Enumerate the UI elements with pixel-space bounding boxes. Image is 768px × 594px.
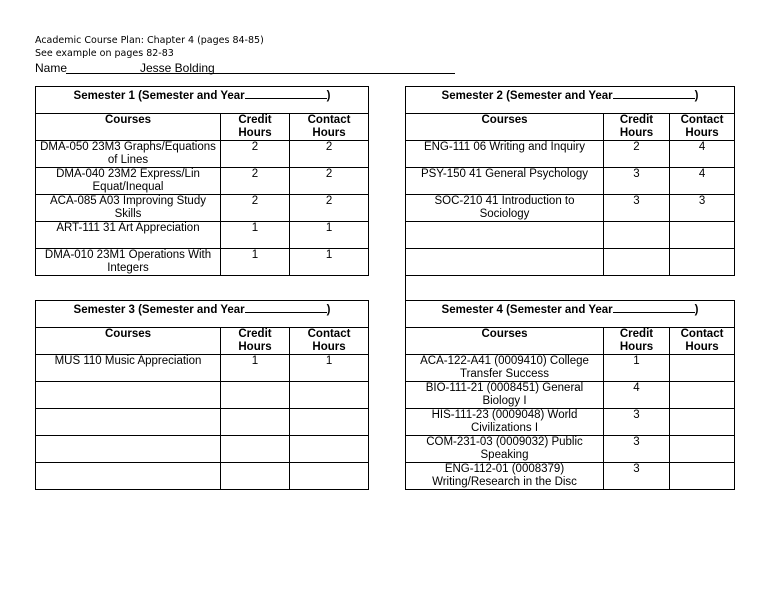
course-cell: SOC-210 41 Introduction to Sociology xyxy=(406,195,604,222)
courses-header: Courses xyxy=(36,114,221,141)
course-cell xyxy=(406,222,604,249)
name-underline xyxy=(66,73,455,74)
contact-cell xyxy=(290,409,369,436)
name-field xyxy=(35,61,455,75)
contact-cell xyxy=(670,249,735,276)
table-row xyxy=(406,355,735,382)
plan-title: Academic Course Plan: Chapter 4 (pages 84-85) xyxy=(35,35,264,46)
credit-cell: 3 xyxy=(604,436,670,463)
table-row xyxy=(36,463,369,490)
course-cell: HIS-111-23 (0009048) World Civilizations I xyxy=(406,409,604,436)
table-row xyxy=(36,249,369,276)
semester-title-close: ) xyxy=(326,90,331,102)
semester-title xyxy=(406,87,735,114)
credit-hours-header: Credit Hours xyxy=(221,114,290,141)
contact-cell: 2 xyxy=(290,141,369,168)
table-row xyxy=(36,222,369,249)
course-cell: DMA-010 23M1 Operations With Integers xyxy=(36,249,221,276)
year-blank xyxy=(613,87,695,99)
credit-cell: 1 xyxy=(221,355,290,382)
table-row xyxy=(406,168,735,195)
credit-cell: 2 xyxy=(221,195,290,222)
contact-cell xyxy=(670,409,735,436)
semester-title-text: Semester 2 (Semester and Year xyxy=(441,90,613,102)
contact-hours-header: Contact Hours xyxy=(670,114,735,141)
left-border-extension xyxy=(405,273,406,300)
credit-cell: 2 xyxy=(604,141,670,168)
credit-hours-header: Credit Hours xyxy=(604,114,670,141)
table-row xyxy=(406,382,735,409)
semester-title-close: ) xyxy=(326,304,331,316)
table-row xyxy=(36,355,369,382)
courses-header: Courses xyxy=(36,328,221,355)
credit-cell: 2 xyxy=(221,168,290,195)
course-cell: ACA-085 A03 Improving Study Skills xyxy=(36,195,221,222)
credit-cell xyxy=(604,222,670,249)
name-label: Name xyxy=(35,61,68,75)
contact-cell: 1 xyxy=(290,355,369,382)
table-row xyxy=(406,195,735,222)
example-note: See example on pages 82-83 xyxy=(35,48,174,59)
semester-title-text: Semester 3 (Semester and Year xyxy=(73,304,245,316)
course-cell: DMA-040 23M2 Express/Lin Equat/Inequal xyxy=(36,168,221,195)
credit-cell: 1 xyxy=(221,249,290,276)
credit-cell: 3 xyxy=(604,168,670,195)
contact-cell: 4 xyxy=(670,141,735,168)
table-row xyxy=(36,382,369,409)
contact-cell xyxy=(290,382,369,409)
semester-1-table xyxy=(35,86,369,276)
contact-cell: 1 xyxy=(290,222,369,249)
contact-cell: 1 xyxy=(290,249,369,276)
course-cell xyxy=(36,409,221,436)
course-cell xyxy=(406,249,604,276)
credit-cell: 1 xyxy=(604,355,670,382)
credit-cell: 3 xyxy=(604,409,670,436)
contact-hours-header: Contact Hours xyxy=(290,114,369,141)
table-row xyxy=(36,141,369,168)
contact-cell xyxy=(670,222,735,249)
table-row xyxy=(36,195,369,222)
semester-title xyxy=(36,87,369,114)
course-cell: ACA-122-A41 (0009410) College Transfer Success xyxy=(406,355,604,382)
credit-cell xyxy=(221,463,290,490)
contact-cell xyxy=(670,355,735,382)
contact-cell: 2 xyxy=(290,168,369,195)
credit-cell xyxy=(221,436,290,463)
table-row xyxy=(406,436,735,463)
contact-cell xyxy=(290,436,369,463)
table-row xyxy=(36,409,369,436)
credit-cell: 4 xyxy=(604,382,670,409)
table-row xyxy=(406,141,735,168)
courses-header: Courses xyxy=(406,114,604,141)
course-cell xyxy=(36,463,221,490)
semester-title-close: ) xyxy=(694,304,699,316)
course-cell xyxy=(36,436,221,463)
course-cell: ENG-111 06 Writing and Inquiry xyxy=(406,141,604,168)
course-cell: ART-111 31 Art Appreciation xyxy=(36,222,221,249)
credit-cell: 2 xyxy=(221,141,290,168)
contact-hours-header: Contact Hours xyxy=(670,328,735,355)
semester-title-text: Semester 1 (Semester and Year xyxy=(73,90,245,102)
credit-cell xyxy=(221,382,290,409)
course-cell: PSY-150 41 General Psychology xyxy=(406,168,604,195)
credit-cell xyxy=(221,409,290,436)
table-row xyxy=(36,436,369,463)
course-cell: MUS 110 Music Appreciation xyxy=(36,355,221,382)
contact-cell xyxy=(670,463,735,490)
course-cell: COM-231-03 (0009032) Public Speaking xyxy=(406,436,604,463)
credit-cell: 3 xyxy=(604,463,670,490)
credit-cell: 3 xyxy=(604,195,670,222)
contact-cell xyxy=(290,463,369,490)
course-cell: BIO-111-21 (0008451) General Biology I xyxy=(406,382,604,409)
table-row xyxy=(406,463,735,490)
credit-hours-header: Credit Hours xyxy=(221,328,290,355)
course-cell: DMA-050 23M3 Graphs/Equations of Lines xyxy=(36,141,221,168)
contact-cell xyxy=(670,382,735,409)
table-row xyxy=(36,168,369,195)
contact-cell xyxy=(670,436,735,463)
credit-hours-header: Credit Hours xyxy=(604,328,670,355)
table-row xyxy=(406,409,735,436)
contact-cell: 2 xyxy=(290,195,369,222)
credit-cell xyxy=(604,249,670,276)
contact-cell: 3 xyxy=(670,195,735,222)
semester-title-text: Semester 4 (Semester and Year xyxy=(441,304,613,316)
year-blank xyxy=(245,301,327,313)
table-row xyxy=(406,249,735,276)
semester-2-table xyxy=(405,86,735,276)
year-blank xyxy=(245,87,327,99)
semester-title-close: ) xyxy=(694,90,699,102)
contact-cell: 4 xyxy=(670,168,735,195)
table-row xyxy=(406,222,735,249)
course-cell xyxy=(36,382,221,409)
year-blank xyxy=(613,301,695,313)
credit-cell: 1 xyxy=(221,222,290,249)
contact-hours-header: Contact Hours xyxy=(290,328,369,355)
semester-title xyxy=(406,301,735,328)
semester-title xyxy=(36,301,369,328)
name-value: Jesse Bolding xyxy=(140,61,215,75)
course-cell: ENG-112-01 (0008379) Writing/Research in the Disc xyxy=(406,463,604,490)
semester-3-table xyxy=(35,300,369,490)
courses-header: Courses xyxy=(406,328,604,355)
semester-4-table xyxy=(405,300,735,490)
